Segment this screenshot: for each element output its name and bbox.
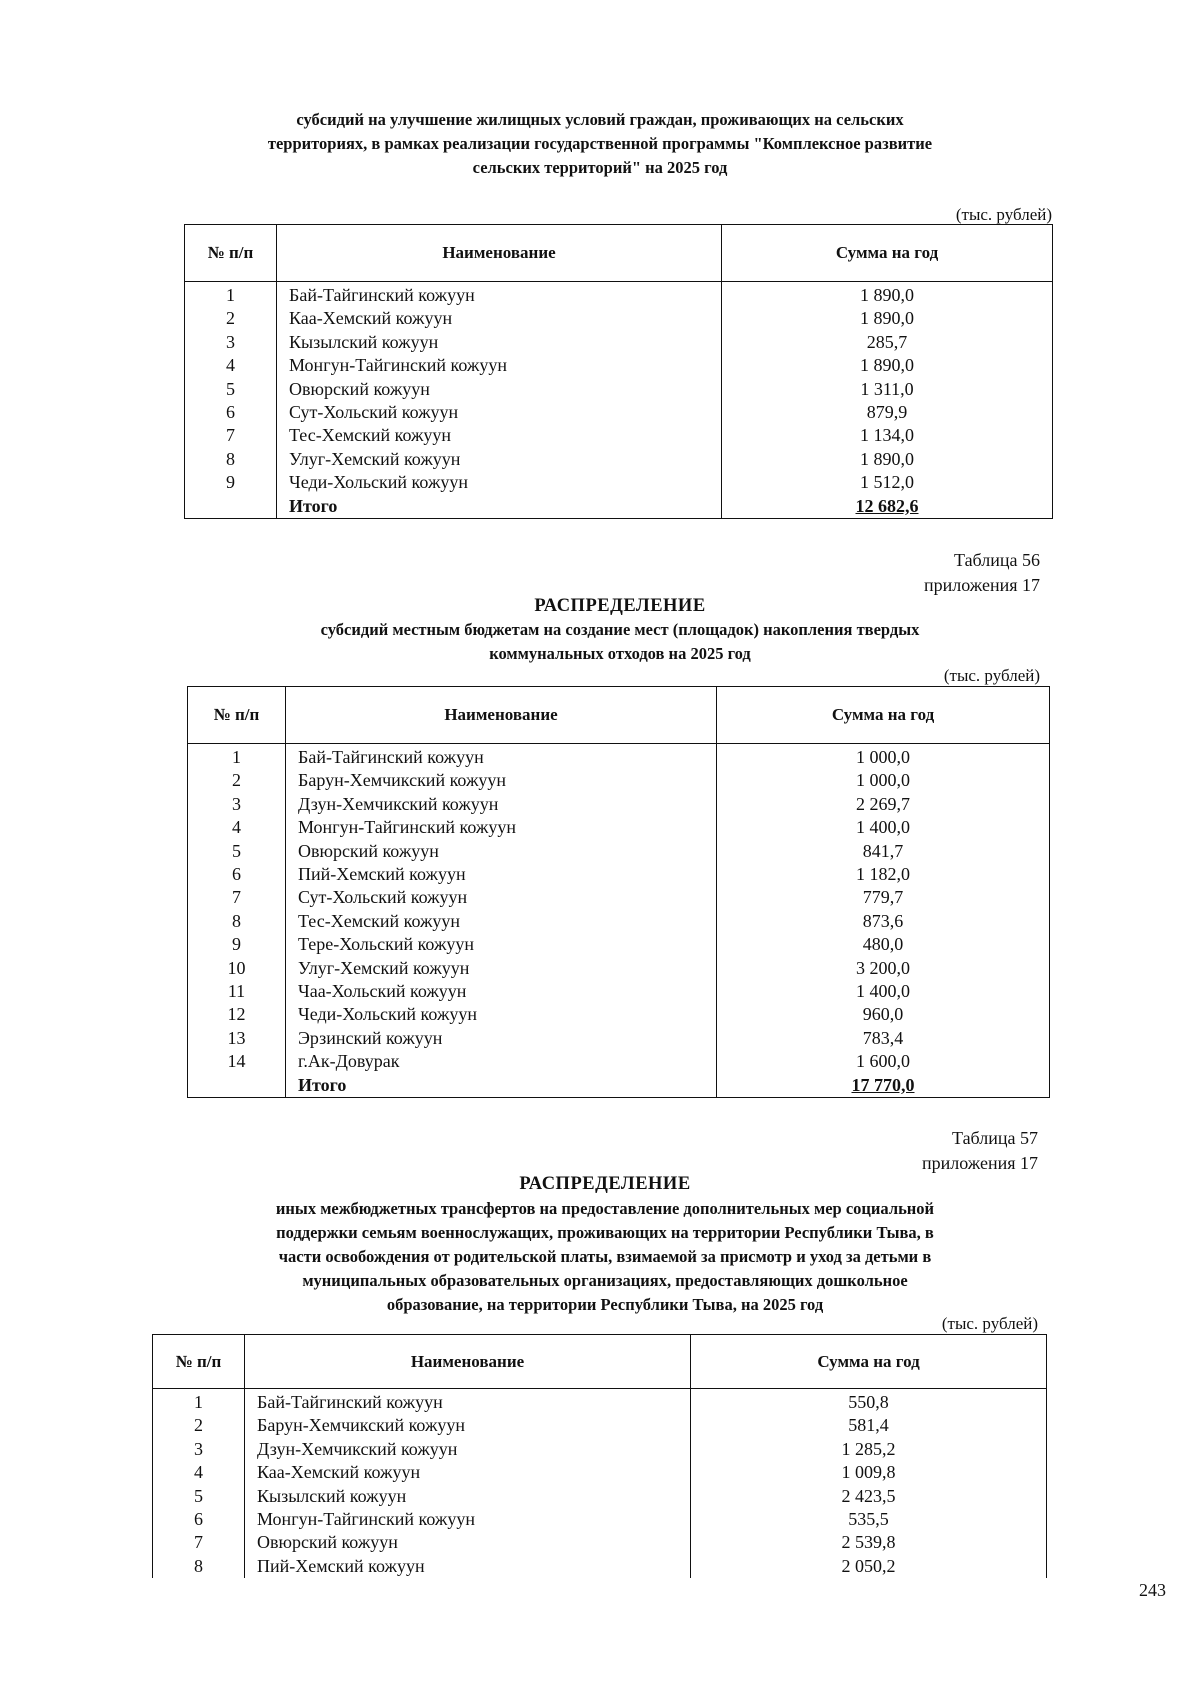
row-name: Монгун-Тайгинский кожуун — [277, 354, 722, 377]
row-sum: 1 000,0 — [717, 744, 1050, 770]
row-num: 4 — [153, 1461, 245, 1484]
table-number-label: Таблица 56 — [954, 550, 1040, 570]
row-sum: 1 600,0 — [717, 1050, 1050, 1073]
table-row — [153, 1508, 1047, 1531]
row-num: 5 — [188, 840, 286, 863]
total-sum-value: 12 682,6 — [855, 495, 919, 516]
total-sum — [722, 495, 1053, 519]
row-num: 7 — [185, 424, 277, 447]
row-sum: 1 890,0 — [722, 307, 1053, 330]
table-header-row — [153, 1335, 1047, 1389]
table-number-label: Таблица 57 — [952, 1128, 1038, 1148]
table-row — [188, 793, 1050, 816]
header-num: № п/п — [153, 1335, 245, 1389]
table-row — [153, 1531, 1047, 1554]
table57-heading: РАСПРЕДЕЛЕНИЕ — [519, 1174, 691, 1194]
row-num: 14 — [188, 1050, 286, 1073]
row-sum: 879,9 — [722, 401, 1053, 424]
header-name: Наименование — [245, 1335, 691, 1389]
total-sum-value: 17 770,0 — [851, 1074, 915, 1095]
row-sum: 480,0 — [717, 933, 1050, 956]
total-label: Итого — [286, 1074, 717, 1098]
row-num: 4 — [188, 816, 286, 839]
row-num: 9 — [185, 471, 277, 494]
table56-title-line: субсидий местным бюджетам на создание мест (площадок) накопления твердых — [320, 620, 920, 639]
table-row — [185, 282, 1053, 308]
table-row — [185, 331, 1053, 354]
row-sum: 779,7 — [717, 886, 1050, 909]
row-num: 7 — [188, 886, 286, 909]
row-sum: 2 050,2 — [691, 1555, 1047, 1578]
table-row — [188, 933, 1050, 956]
row-name: Тес-Хемский кожуун — [286, 910, 717, 933]
row-sum: 1 009,8 — [691, 1461, 1047, 1484]
row-sum: 1 400,0 — [717, 980, 1050, 1003]
row-name: Пий-Хемский кожуун — [245, 1555, 691, 1578]
row-name: Чаа-Хольский кожуун — [286, 980, 717, 1003]
row-sum: 1 134,0 — [722, 424, 1053, 447]
row-name: Овюрский кожуун — [245, 1531, 691, 1554]
table57-title-line: муниципальных образовательных организациях, предоставляющих дошкольное — [302, 1271, 908, 1290]
table57-title-line: части освобождения от родительской платы, взимаемой за присмотр и уход за детьми в — [278, 1247, 932, 1266]
row-num: 1 — [185, 282, 277, 308]
table57-caption — [800, 1126, 1038, 1176]
row-num-empty — [185, 495, 277, 519]
row-sum: 1 890,0 — [722, 282, 1053, 308]
total-row — [188, 1074, 1050, 1098]
row-name: Чеди-Хольский кожуун — [286, 1003, 717, 1026]
table-row — [188, 980, 1050, 1003]
row-name: Дзун-Хемчикский кожуун — [286, 793, 717, 816]
row-num: 4 — [185, 354, 277, 377]
table56 — [187, 686, 1050, 1098]
table56-unit: (тыс. рублей) — [943, 666, 1040, 685]
table-row — [185, 471, 1053, 494]
row-sum: 873,6 — [717, 910, 1050, 933]
table55-title-line: территориях, в рамках реализации государственной программы "Комплексное развитие — [267, 134, 933, 153]
header-name: Наименование — [286, 687, 717, 744]
header-num: № п/п — [185, 225, 277, 282]
table55-unit: (тыс. рублей) — [955, 205, 1052, 224]
table55-title-line: субсидий на улучшение жилищных условий граждан, проживающих на сельских — [296, 110, 904, 129]
table-row — [188, 886, 1050, 909]
row-num: 1 — [153, 1389, 245, 1415]
total-sum — [717, 1074, 1050, 1098]
table-row — [153, 1485, 1047, 1508]
table-row — [188, 1050, 1050, 1073]
table-row — [185, 307, 1053, 330]
row-name: Сут-Хольский кожуун — [277, 401, 722, 424]
table-row — [185, 401, 1053, 424]
table-row — [153, 1414, 1047, 1437]
table-row — [188, 863, 1050, 886]
table-row — [185, 424, 1053, 447]
table-row — [153, 1438, 1047, 1461]
row-num: 8 — [153, 1555, 245, 1578]
table-header-row — [185, 225, 1053, 282]
header-num: № п/п — [188, 687, 286, 744]
row-name: Дзун-Хемчикский кожуун — [245, 1438, 691, 1461]
table56-title — [140, 618, 1100, 666]
table57-unit: (тыс. рублей) — [941, 1314, 1038, 1333]
row-num: 6 — [185, 401, 277, 424]
table-row — [188, 957, 1050, 980]
row-sum: 550,8 — [691, 1389, 1047, 1415]
table57-title — [140, 1197, 1070, 1317]
row-sum: 1 890,0 — [722, 448, 1053, 471]
row-num: 1 — [188, 744, 286, 770]
table-row — [153, 1461, 1047, 1484]
table-row — [188, 744, 1050, 770]
total-row — [185, 495, 1053, 519]
row-sum: 285,7 — [722, 331, 1053, 354]
row-num: 8 — [185, 448, 277, 471]
row-sum: 2 539,8 — [691, 1531, 1047, 1554]
header-sum: Сумма на год — [691, 1335, 1047, 1389]
table56-title-line: коммунальных отходов на 2025 год — [489, 644, 751, 663]
row-name: Тес-Хемский кожуун — [277, 424, 722, 447]
table57-title-line: образование, на территории Республики Тыва, на 2025 год — [386, 1295, 824, 1314]
row-num: 6 — [153, 1508, 245, 1531]
table57-title-line: поддержки семьям военнослужащих, проживающих на территории Республики Тыва, в — [276, 1223, 934, 1242]
row-num: 2 — [185, 307, 277, 330]
table-row — [188, 910, 1050, 933]
table55-title — [140, 108, 1060, 180]
table56-caption — [800, 548, 1040, 598]
row-sum: 960,0 — [717, 1003, 1050, 1026]
table57-title-line: иных межбюджетных трансфертов на предоставление дополнительных мер социальной — [275, 1199, 935, 1218]
row-name: Барун-Хемчикский кожуун — [245, 1414, 691, 1437]
row-num: 5 — [153, 1485, 245, 1508]
row-name: Монгун-Тайгинский кожуун — [286, 816, 717, 839]
row-num: 2 — [153, 1414, 245, 1437]
row-name: Каа-Хемский кожуун — [245, 1461, 691, 1484]
appendix-label: приложения 17 — [921, 1153, 1038, 1173]
row-name: Бай-Тайгинский кожуун — [277, 282, 722, 308]
row-name: Бай-Тайгинский кожуун — [286, 744, 717, 770]
row-name: Улуг-Хемский кожуун — [277, 448, 722, 471]
row-num: 5 — [185, 378, 277, 401]
table-row — [188, 1003, 1050, 1026]
row-name: Кызылский кожуун — [245, 1485, 691, 1508]
row-num: 13 — [188, 1027, 286, 1050]
row-name: Кызылский кожуун — [277, 331, 722, 354]
row-name: Тере-Хольский кожуун — [286, 933, 717, 956]
row-name: Овюрский кожуун — [286, 840, 717, 863]
row-sum: 1 000,0 — [717, 769, 1050, 792]
row-sum: 3 200,0 — [717, 957, 1050, 980]
row-num: 12 — [188, 1003, 286, 1026]
header-sum: Сумма на год — [717, 687, 1050, 744]
row-num: 6 — [188, 863, 286, 886]
appendix-label: приложения 17 — [923, 575, 1040, 595]
row-num: 8 — [188, 910, 286, 933]
row-num: 3 — [185, 331, 277, 354]
table-row — [188, 1027, 1050, 1050]
table-row — [188, 769, 1050, 792]
row-name: Монгун-Тайгинский кожуун — [245, 1508, 691, 1531]
row-name: Овюрский кожуун — [277, 378, 722, 401]
row-name: Бай-Тайгинский кожуун — [245, 1389, 691, 1415]
table-row — [153, 1389, 1047, 1415]
row-sum: 1 512,0 — [722, 471, 1053, 494]
row-num: 7 — [153, 1531, 245, 1554]
row-name: Каа-Хемский кожуун — [277, 307, 722, 330]
table57 — [152, 1334, 1047, 1578]
table-row — [188, 840, 1050, 863]
row-num: 9 — [188, 933, 286, 956]
table-header-row — [188, 687, 1050, 744]
row-num: 3 — [188, 793, 286, 816]
table-row — [185, 378, 1053, 401]
row-num: 3 — [153, 1438, 245, 1461]
row-sum: 2 423,5 — [691, 1485, 1047, 1508]
table55-title-line: сельских территорий" на 2025 год — [472, 158, 728, 177]
row-sum: 1 400,0 — [717, 816, 1050, 839]
row-sum: 1 311,0 — [722, 378, 1053, 401]
table-row — [153, 1555, 1047, 1578]
table55 — [184, 224, 1053, 519]
row-sum: 1 182,0 — [717, 863, 1050, 886]
row-name: Сут-Хольский кожуун — [286, 886, 717, 909]
header-name: Наименование — [277, 225, 722, 282]
table-row — [188, 816, 1050, 839]
row-num: 10 — [188, 957, 286, 980]
table56-heading: РАСПРЕДЕЛЕНИЕ — [534, 596, 706, 616]
page-number: 243 — [1139, 1580, 1166, 1600]
row-sum: 841,7 — [717, 840, 1050, 863]
row-name: г.Ак-Довурак — [286, 1050, 717, 1073]
row-num: 2 — [188, 769, 286, 792]
row-name: Барун-Хемчикский кожуун — [286, 769, 717, 792]
row-sum: 783,4 — [717, 1027, 1050, 1050]
table-row — [185, 354, 1053, 377]
row-sum: 2 269,7 — [717, 793, 1050, 816]
row-sum: 1 285,2 — [691, 1438, 1047, 1461]
row-name: Эрзинский кожуун — [286, 1027, 717, 1050]
row-sum: 581,4 — [691, 1414, 1047, 1437]
table-row — [185, 448, 1053, 471]
row-name: Чеди-Хольский кожуун — [277, 471, 722, 494]
row-sum: 535,5 — [691, 1508, 1047, 1531]
row-num-empty — [188, 1074, 286, 1098]
header-sum: Сумма на год — [722, 225, 1053, 282]
row-sum: 1 890,0 — [722, 354, 1053, 377]
row-name: Пий-Хемский кожуун — [286, 863, 717, 886]
row-name: Улуг-Хемский кожуун — [286, 957, 717, 980]
total-label: Итого — [277, 495, 722, 519]
row-num: 11 — [188, 980, 286, 1003]
